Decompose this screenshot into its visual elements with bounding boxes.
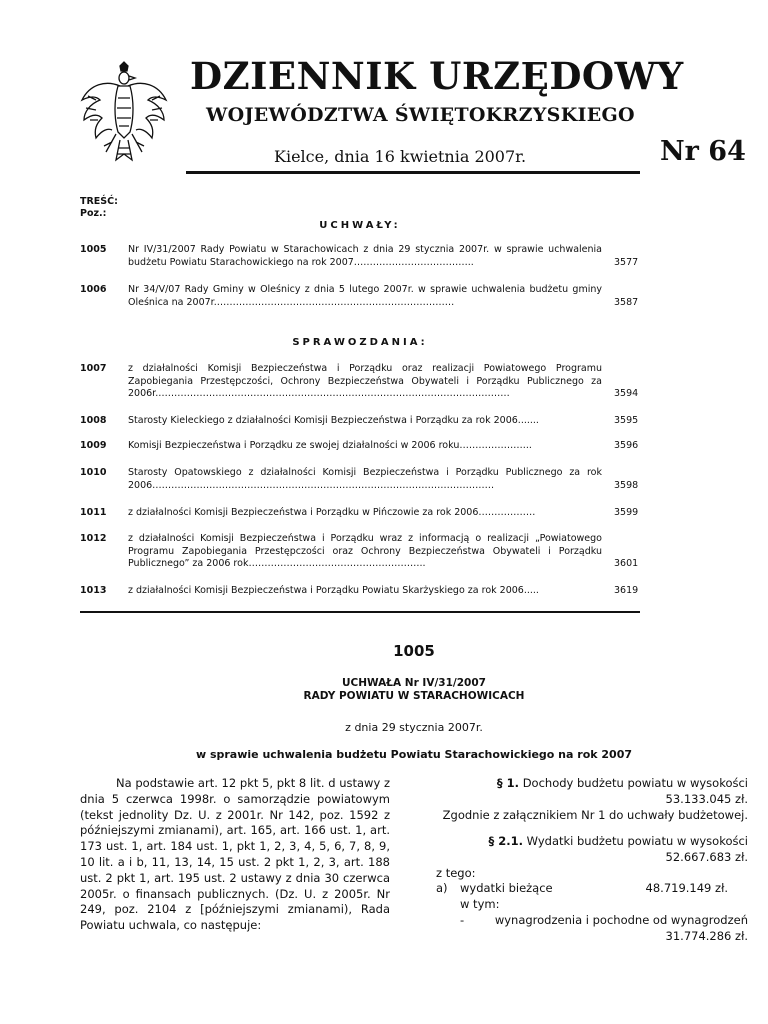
paragraph-1 bbox=[470, 776, 748, 792]
document-title-line1: UCHWAŁA Nr IV/31/2007 bbox=[342, 677, 486, 689]
document-date: z dnia 29 stycznia 2007r. bbox=[345, 721, 483, 734]
toc-item-text: z działalności Komisji Bezpieczeństwa i Porządku w Pińczowie za rok 2006……………… bbox=[128, 507, 536, 518]
paragraph-1-label: § 1. bbox=[496, 776, 520, 790]
toc-item-pos: 1008 bbox=[80, 415, 107, 426]
toc-item-pos: 1009 bbox=[80, 440, 107, 451]
paragraph-2-label: § 2.1. bbox=[488, 834, 524, 848]
polish-eagle-emblem-icon bbox=[76, 60, 172, 164]
toc-item-pos: 1006 bbox=[80, 284, 107, 295]
toc-item-text: Nr 34/V/07 Rady Gminy w Oleśnicy z dnia 5 lutego 2007r. w sprawie uchwalenia budżetu gminy Oleśnica na 2007r.………………………………………………………………… bbox=[128, 284, 602, 308]
toc-divider bbox=[80, 611, 640, 613]
toc-label-poz: Poz.: bbox=[80, 208, 107, 219]
toc-item-pos: 1012 bbox=[80, 533, 107, 544]
toc-item-pos: 1011 bbox=[80, 507, 107, 518]
wages-amount: 31.774.286 zł. bbox=[665, 929, 748, 943]
toc-item-text: z działalności Komisji Bezpieczeństwa i Porządku Powiatu Skarżyskiego za rok 2006..... bbox=[128, 585, 539, 596]
toc-item-text: z działalności Komisji Bezpieczeństwa i Porządku oraz realizacji Powiatowego Programu Zapobiegania Przestępczości, Ochrony Bezpieczeństwa Obywateli i Porządku Publicznego za 2006r.………………………………………………………………………………………………… bbox=[128, 363, 602, 399]
paragraph-2 bbox=[470, 834, 748, 850]
toc-item-pos: 1013 bbox=[80, 585, 107, 596]
toc-section-sprawozdania: SPRAWOZDANIA: bbox=[292, 337, 428, 348]
masthead-rule bbox=[186, 171, 640, 174]
document-subject: w sprawie uchwalenia budżetu Powiatu Starachowickiego na rok 2007 bbox=[195, 748, 633, 761]
toc-label-tresc: TREŚĆ: bbox=[80, 196, 118, 207]
toc-item-page: 3594 bbox=[614, 388, 639, 399]
toc-item-pos: 1007 bbox=[80, 363, 107, 374]
legal-basis-paragraph: Na podstawie art. 12 pkt 5, pkt 8 lit. d ustawy z dnia 5 czerwca 1998r. o samorządzie powiatowym (tekst jednolity Dz. U. z 2001r. Nr 142, poz. 1592 z późniejszymi zmianami), art. 165, art. 166 ust. 1, art. 173 ust. 1, art. 184 ust. 1, pkt 1, 2, 3, 4, 5, 6, 7, 8, 9, 10 lit. a i b, 11, 13, 14, 15 ust. 2 pkt 1, 2, 3, art. 188 ust. 2 pkt 1, art. 195 ust. 2 ustawy z dnia 30 czerwca 2005r. o finansach publicznych. (Dz. U. z 2005r. Nr 249, poz. 2104 z [późniejszymi zmianami), Rada Powiatu uchwala, co następuje: bbox=[80, 776, 390, 933]
toc-item-page: 3587 bbox=[614, 297, 639, 308]
issue-number: Nr 64 bbox=[660, 136, 746, 167]
paragraph-1-text: Dochody budżetu powiatu w wysokości bbox=[522, 776, 748, 790]
toc-item-page: 3601 bbox=[614, 558, 639, 569]
paragraph-1-amount: 53.133.045 zł. bbox=[665, 792, 748, 806]
paragraph-1-note: Zgodnie z załącznikiem Nr 1 do uchwały budżetowej. bbox=[442, 808, 748, 822]
masthead-title: DZIENNIK URZĘDOWY bbox=[190, 54, 684, 98]
toc-item-pos: 1005 bbox=[80, 244, 107, 255]
toc-item-page: 3619 bbox=[614, 585, 639, 596]
toc-item-text: Komisji Bezpieczeństwa i Porządku ze swojej działalności w 2006 roku………………….. bbox=[128, 440, 532, 451]
document-title-line2: RADY POWIATU W STARACHOWICACH bbox=[303, 690, 525, 702]
toc-item-text: Starosty Kieleckiego z działalności Komisji Bezpieczeństwa i Porządku za rok 2006....... bbox=[128, 415, 539, 426]
w-tym-label: w tym: bbox=[460, 897, 500, 911]
item-a-text: wydatki bieżące bbox=[460, 881, 553, 895]
toc-item-page: 3599 bbox=[614, 507, 639, 518]
toc-item-page: 3595 bbox=[614, 415, 639, 426]
toc-item-text: z działalności Komisji Bezpieczeństwa i Porządku wraz z informacją o realizacji „Powiatowego Programu Zapobiegania Przestępczości oraz Ochrony Bezpieczeństwa Obywateli i Porządku Publicznego” za 2006 rok……………………………………………….. bbox=[128, 533, 602, 569]
toc-item-page: 3577 bbox=[614, 257, 639, 268]
item-a-amount: 48.719.149 zł. bbox=[645, 881, 728, 895]
wages-text: wynagrodzenia i pochodne od wynagrodzeń bbox=[494, 913, 748, 927]
toc-item-page: 3598 bbox=[614, 480, 639, 491]
document-number: 1005 bbox=[393, 642, 435, 660]
toc-section-uchwaly: UCHWAŁY: bbox=[319, 220, 401, 231]
paragraph-2-amount: 52.667.683 zł. bbox=[665, 850, 748, 864]
toc-item-text: Starosty Opatowskiego z działalności Komisji Bezpieczeństwa i Porządku Publicznego za rok 2006……………………………………………………………………………………………… bbox=[128, 467, 602, 491]
toc-item-pos: 1010 bbox=[80, 467, 107, 478]
toc-item-page: 3596 bbox=[614, 440, 639, 451]
paragraph-2-text: Wydatki budżetu powiatu w wysokości bbox=[526, 834, 748, 848]
z-tego-label: z tego: bbox=[436, 866, 476, 880]
toc-item-text: Nr IV/31/2007 Rady Powiatu w Starachowicach z dnia 29 stycznia 2007r. w sprawie uchwalenia budżetu Powiatu Starachowickiego na rok 2007……………………………….. bbox=[128, 244, 602, 268]
item-a-label: a) bbox=[436, 881, 448, 895]
dash-bullet: - bbox=[460, 913, 465, 927]
masthead-subtitle: WOJEWÓDZTWA ŚWIĘTOKRZYSKIEGO bbox=[206, 104, 635, 126]
masthead-date: Kielce, dnia 16 kwietnia 2007r. bbox=[274, 147, 527, 166]
